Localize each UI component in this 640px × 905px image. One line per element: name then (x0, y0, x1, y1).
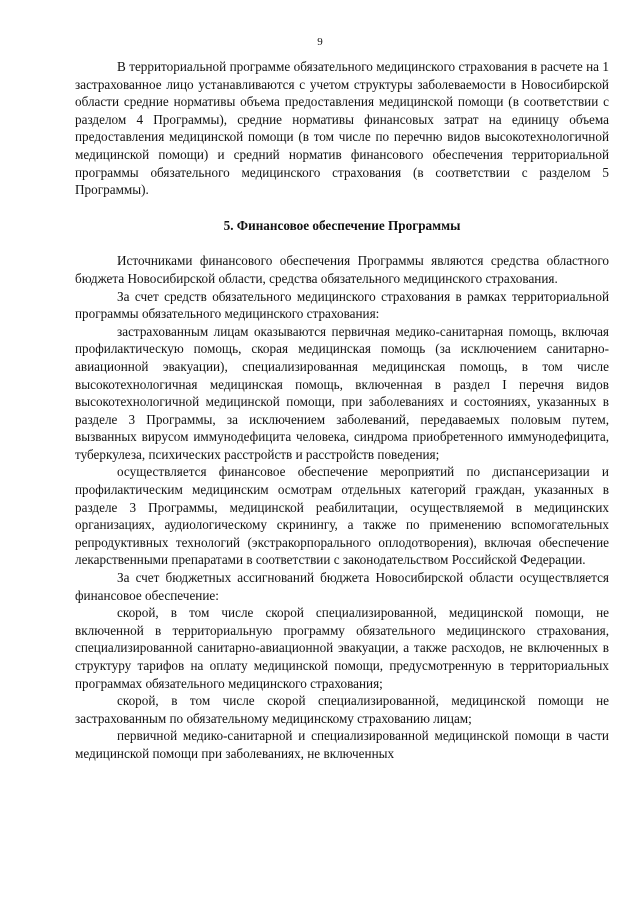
paragraph-primary-specialized: первичной медико-санитарной и специализированной медицинской помощи в части медицинской помощи при заболеваниях, не включенных (75, 728, 609, 761)
paragraph-budget-funds: За счет бюджетных ассигнований бюджета Новосибирской области осуществляется финансовое обеспечение: (75, 570, 609, 603)
paragraph-emergency-care: скорой, в том числе скорой специализированной, медицинской помощи, не включенной в территориальную программу обязательного медицинского страхования, специализированной санитарно-авиационной эвакуации, а также расходов, не включенных в структуру тарифов на оплату медицинской помощи, предусмотренную в территориальных программах обязательного медицинского страхования; (75, 605, 609, 691)
paragraph-dispensary-funding: осуществляется финансовое обеспечение мероприятий по диспансеризации и профилактическим медицинским осмотрам отдельных категорий граждан, указанных в разделе 3 Программы, медицинской реабилитации, осуществляемой в медицинских организациях, аудиологическому скринингу, а также по применению вспомогательных репродуктивных технологий (экстракорпорального оплодотворения), включая обеспечение лекарственными препаратами в соответствии с законодательством Российской Федерации. (75, 464, 609, 568)
paragraph-oms-funds: За счет средств обязательного медицинского страхования в рамках территориальной программы обязательного медицинского страхования: (75, 288, 609, 322)
section-heading: 5. Финансовое обеспечение Программы (223, 217, 461, 233)
paragraph-funding-sources: Источниками финансового обеспечения Программы являются средства областного бюджета Новосибирской области, средства обязательного медицинского страхования. (75, 253, 609, 286)
paragraph-uninsured-emergency: скорой, в том числе скорой специализированной, медицинской помощи не застрахованным по обязательному медицинскому страхованию лицам; (75, 693, 609, 726)
page-number: 9 (317, 36, 323, 48)
page-content (75, 58, 609, 763)
paragraph-insured-care: застрахованным лицам оказываются первичная медико-санитарная помощь, включая профилактическую помощь, скорая медицинская помощь (за исключением санитарно-авиационной эвакуации), специализированная медицинская помощь, в том числе высокотехнологичная медицинская помощь, включенная в раздел I перечня видов высокотехнологичной медицинской помощи, при заболеваниях и состояниях, указанных в разделе 3 Программы, за исключением заболеваний, передаваемых половым путем, вызванных вирусом иммунодефицита человека, синдрома приобретенного иммунодефицита, туберкулеза, психических расстройств и расстройств поведения; (75, 323, 609, 462)
intro-paragraph: В территориальной программе обязательного медицинского страхования в расчете на 1 застрахованное лицо устанавливаются с учетом структуры заболеваемости в Новосибирской области средние нормативы объема предоставления медицинской помощи (в соответствии с разделом 4 Программы), средние нормативы финансовых затрат на единицу объема предоставления медицинской помощи (в том числе по перечню видов высокотехнологичной медицинской помощи) и средний норматив финансового обеспечения территориальной программы обязательного медицинского страхования (в соответствии с разделом 5 Программы). (75, 59, 609, 198)
